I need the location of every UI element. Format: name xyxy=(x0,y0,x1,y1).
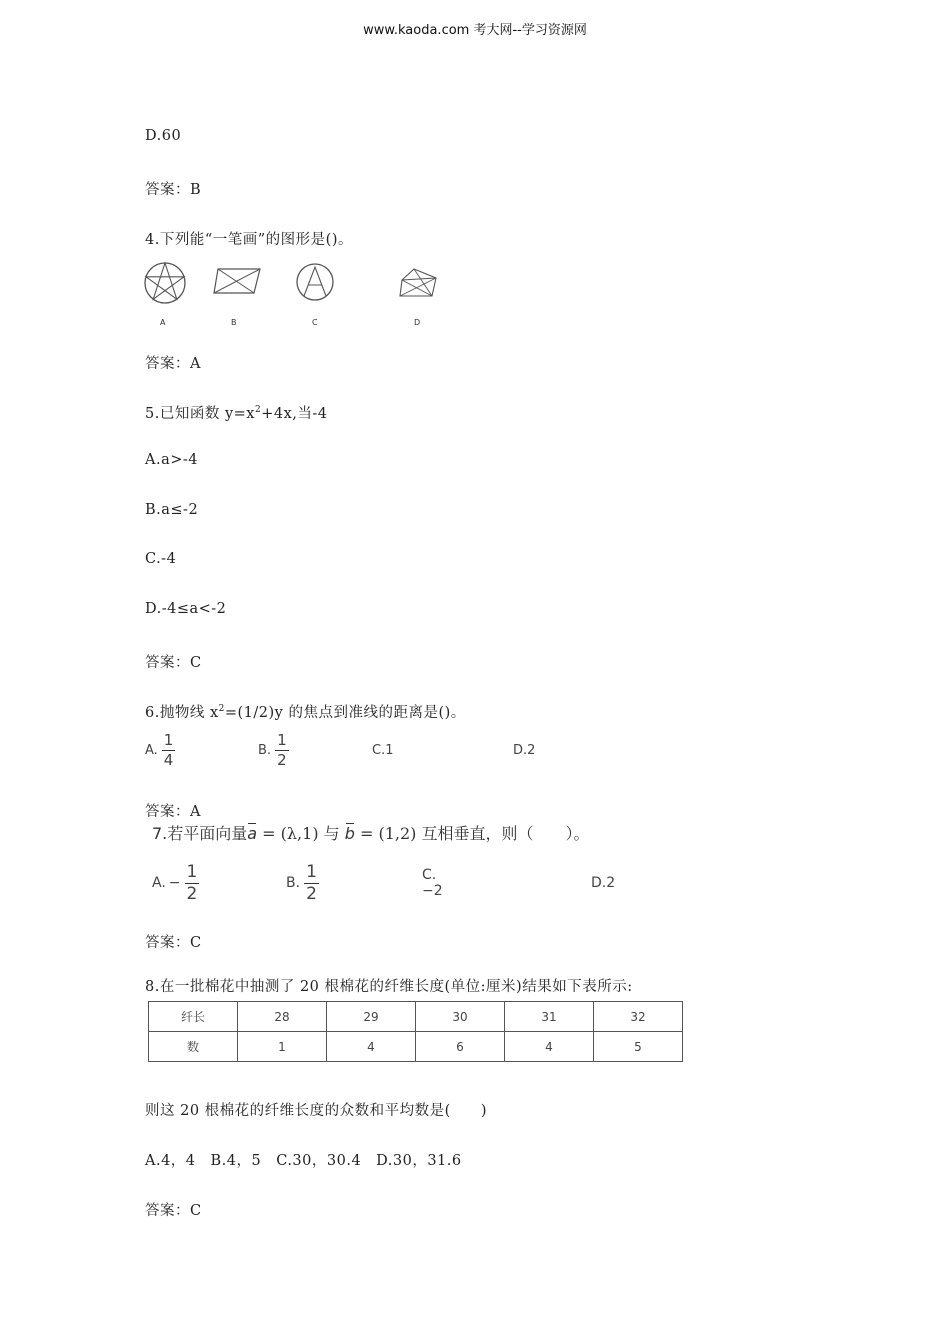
option-c-q5: C.-4 xyxy=(145,551,177,567)
fraction: $\frac{1}{2}$ xyxy=(277,730,287,769)
figure-label-a: A xyxy=(160,318,166,327)
options-q8: A.4，4 B.4，5 C.30，30.4 D.30，31.6 xyxy=(145,1153,462,1169)
question-8-stem: 则这 20 根棉花的纤维长度的众数和平均数是( ) xyxy=(145,1103,487,1119)
option-d-q7: D.2 xyxy=(591,875,616,891)
option-d-q5: D.-4≤a<-2 xyxy=(145,601,227,617)
option-d-q6: D.2 xyxy=(513,742,536,758)
table-row xyxy=(149,1032,683,1062)
table-cell: 4 xyxy=(505,1032,594,1062)
option-b-q5: B.a≤-2 xyxy=(145,502,199,518)
table-cell: 纤长 xyxy=(149,1002,238,1032)
figure-label-b: B xyxy=(231,318,237,327)
pentagon-diagonals-icon xyxy=(396,266,440,300)
table-cell: 31 xyxy=(505,1002,594,1032)
page-header: www.kaoda.com 考大网--学习资源网 xyxy=(363,23,587,38)
parallelogram-diagonals-icon xyxy=(212,266,262,296)
table-cell: 28 xyxy=(238,1002,327,1032)
fraction: $\frac{1}{4}$ xyxy=(163,730,174,769)
table-cell: 6 xyxy=(416,1032,505,1062)
fraction: $\frac{1}{2}$ xyxy=(306,861,317,904)
answer-q3: 答案：B xyxy=(145,182,202,198)
question-5: 5.已知函数 $y=x^2+4x$,当-4 xyxy=(145,405,328,422)
table-cell: 数 xyxy=(149,1032,238,1062)
figure-options-q4 xyxy=(140,260,460,332)
vector-b: b xyxy=(344,824,355,843)
option-a-q5: A.a>-4 xyxy=(145,452,198,468)
table-row xyxy=(149,1002,683,1032)
option-d-q3: D.60 xyxy=(145,128,182,144)
answer-q5: 答案：C xyxy=(145,655,202,671)
question-8: 8.在一批棉花中抽测了 20 根棉花的纤维长度(单位:厘米)结果如下表所示: xyxy=(145,979,633,995)
option-c-q6: C.1 xyxy=(372,742,394,758)
fiber-length-table xyxy=(148,1001,683,1062)
question-6: 6.抛物线 $x^2=(1/2)y$ 的焦点到准线的距离是()。 xyxy=(145,704,466,721)
question-7: 7.若平面向量a = (λ,1) 与 b = (1,2) 互相垂直，则（ ）。 xyxy=(152,824,590,843)
table-cell: 29 xyxy=(327,1002,416,1032)
table-cell: 30 xyxy=(416,1002,505,1032)
answer-q7: 答案：C xyxy=(145,935,202,951)
option-c-q7: C.−2 xyxy=(422,867,443,899)
table-cell: 1 xyxy=(238,1032,327,1062)
circle-pentagram-icon xyxy=(142,260,188,306)
option-b-q7: B. $\frac{1}{2}$ xyxy=(286,861,317,904)
figure-label-d: D xyxy=(414,318,421,327)
table-cell: 4 xyxy=(327,1032,416,1062)
fraction: $\frac{1}{2}$ xyxy=(186,861,198,904)
vector-a: a xyxy=(247,824,258,843)
answer-q8: 答案：C xyxy=(145,1203,202,1219)
circle-triangle-icon xyxy=(295,261,335,303)
table-cell: 5 xyxy=(594,1032,683,1062)
table-cell: 32 xyxy=(594,1002,683,1032)
option-a-q6: A. $\frac{1}{4}$ xyxy=(145,730,174,769)
question-4: 4.下列能“一笔画”的图形是()。 xyxy=(145,232,353,248)
option-a-q7: A. − $\frac{1}{2}$ xyxy=(152,861,198,904)
figure-label-c: C xyxy=(312,318,318,327)
answer-q4: 答案：A xyxy=(145,356,201,372)
answer-q6: 答案：A xyxy=(145,804,201,820)
option-b-q6: B. $\frac{1}{2}$ xyxy=(258,730,287,769)
